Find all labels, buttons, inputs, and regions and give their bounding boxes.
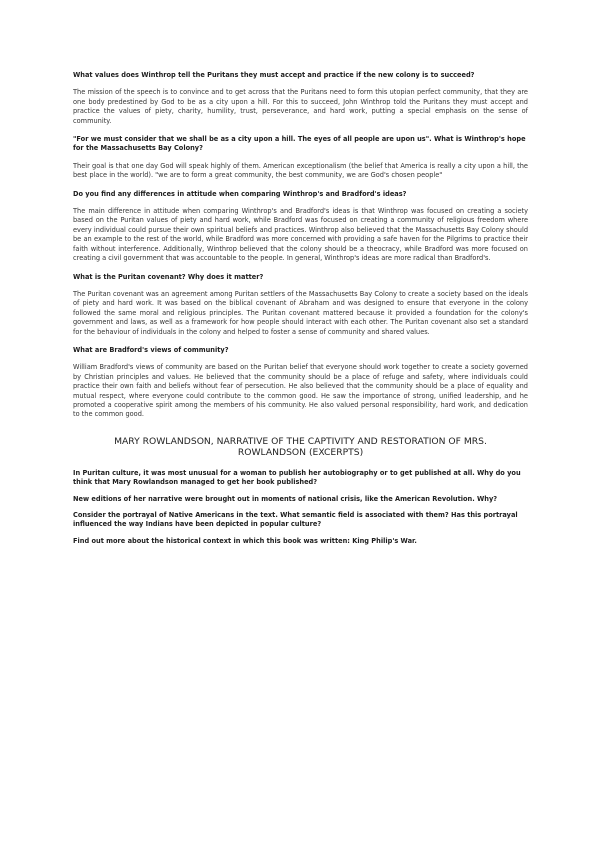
question-1: What values does Winthrop tell the Puritans they must accept and practice if the new colony is to succeed? xyxy=(73,71,475,79)
rowlandson-question-2: New editions of her narrative were brought out in moments of national crisis, like the American Revolution. Why? xyxy=(73,494,498,503)
answer-5: William Bradford's views of community are based on the Puritan belief that everyone should work together to create a society governed by Christian principles and values. He believed that the community should be a place of refuge and safety, where individuals could practice their own faith and beliefs without fear of persecution. He also believed that the community should be a place of equality and mutual respect, where everyone could contribute to the common good. He saw the importance of strong, unified leadership, and he promoted a cooperative spirit among the members of his community. He also valued personal responsibility, hard work, and dedication to the common good. xyxy=(73,363,528,419)
answer-2: Their goal is that one day God will speak highly of them. American exceptionalism (the belief that America is really a city upon a hill, the best place in the world). "we are to form a great community, the best community, we are God's chosen people" xyxy=(73,161,528,180)
rowlandson-question-1: In Puritan culture, it was most unusual for a woman to publish her autobiography or to get published at all. Why do you think that Mary Rowlandson managed to get her book published? xyxy=(73,468,521,487)
question-5: What are Bradford's views of community? xyxy=(73,345,229,354)
section-heading: MARY ROWLANDSON, NARRATIVE OF THE CAPTIVITY AND RESTORATION OF MRS. ROWLANDSON (EXCERPTS) xyxy=(114,435,487,459)
document-page xyxy=(73,71,528,553)
rowlandson-question-3: Consider the portrayal of Native Americans in the text. What semantic field is associated with them? Has this portrayal influenced the way Indians have been depicted in popular culture? xyxy=(73,511,518,529)
question-3: Do you find any differences in attitude when comparing Winthrop's and Bradford's ideas? xyxy=(73,189,407,198)
rowlandson-question-4: Find out more about the historical context in which this book was written: King Philip's War. xyxy=(73,536,417,545)
answer-1: The mission of the speech is to convince and to get across that the Puritans need to form this utopian perfect community, that they are one body predestined by God to be as a city upon a hill. For this to succeed, John Winthrop told the Puritans they must accept and practice the values of piety, charity, humility, trust, perseverance, and hard work, putting a special emphasis on the sense of community. xyxy=(73,88,528,125)
question-4: What is the Puritan covenant? Why does it matter? xyxy=(73,272,264,281)
answer-4: The Puritan covenant was an agreement among Puritan settlers of the Massachusetts Bay Colony to create a society based on the ideals of piety and hard work. It was based on the biblical covenant of Abraham and was designed to ensure that everyone in the colony followed the same moral and religious principles. The Puritan covenant mattered because it provided a foundation for the colony's government and laws, as well as a framework for how people should interact with each other. The Puritan covenant also set a standard for the behaviour of individuals in the colony and helped to foster a sense of community and shared values. xyxy=(73,289,528,336)
answer-3: The main difference in attitude when comparing Winthrop's and Bradford's ideas is that Winthrop was focused on creating a society based on the Puritan values of piety and hard work, while Bradford was focused on creating a community of religious freedom where every individual could pursue their own spiritual beliefs and practices. Winthrop also believed that the Massachusetts Bay Colony should be an example to the rest of the world, while Bradford was more concerned with providing a safe haven for the Pilgrims to practice their faith without interference. Additionally, Winthrop believed that the colony should be a theocracy, while Bradford was more focused on creating a civil government that was accountable to the people. In general, Winthrop's ideas are more radical than Bradford's. xyxy=(73,207,528,263)
question-2: "For we must consider that we shall be as a city upon a hill. The eyes of all people are upon us". What is Winthrop's hope for the Massachusetts Bay Colony? xyxy=(73,135,526,153)
